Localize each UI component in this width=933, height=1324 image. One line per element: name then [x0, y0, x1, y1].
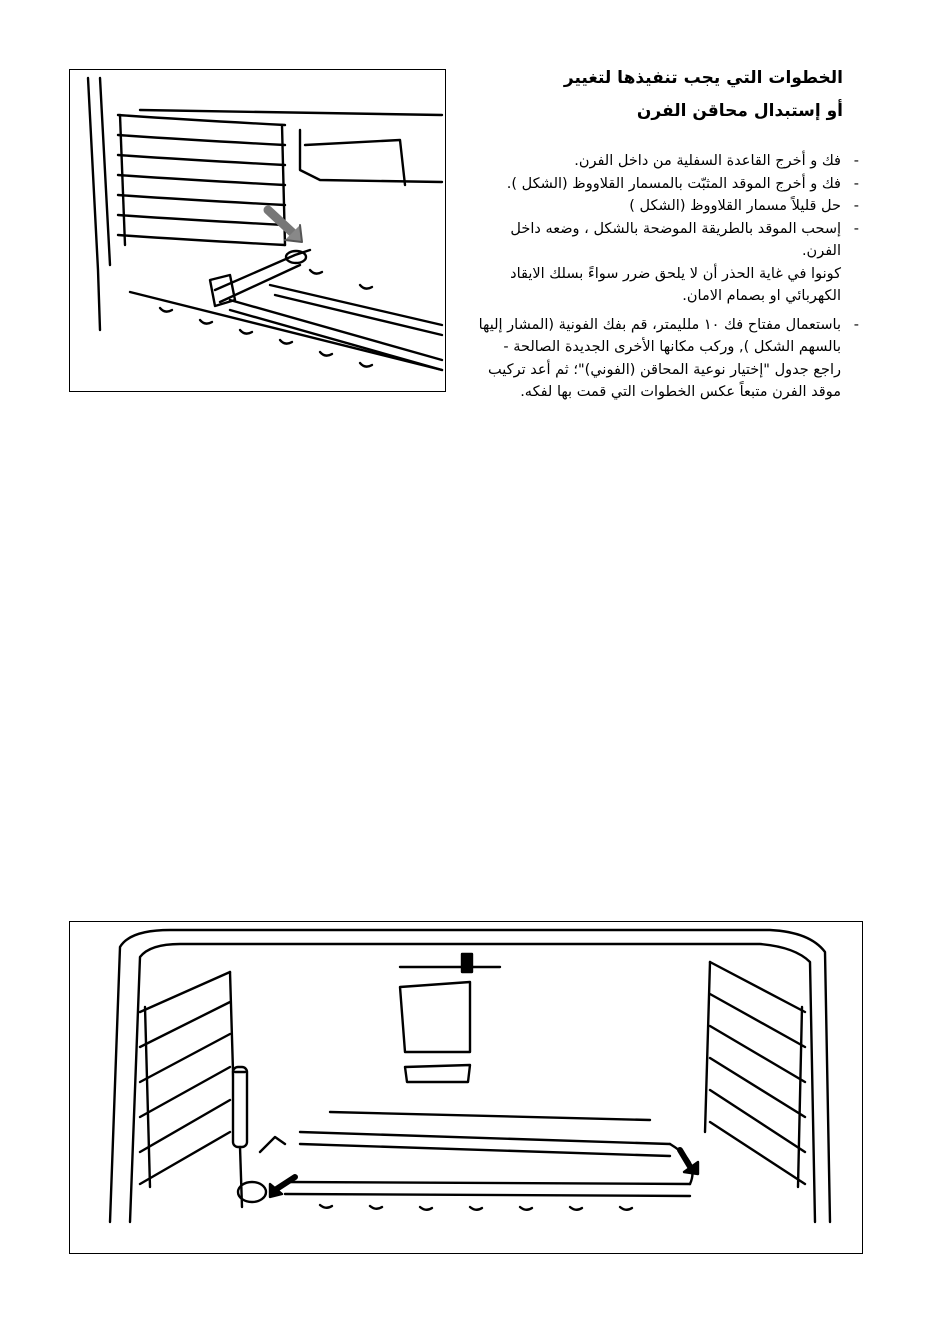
step-5 [478, 314, 863, 404]
step-text: فك و أخرج القاعدة السفلية من داخل الفرن. [574, 153, 841, 169]
step-2 [478, 173, 863, 196]
oven-burner-removal-illustration [69, 69, 446, 392]
step-bullet: - [853, 175, 859, 192]
step-3 [478, 195, 863, 218]
step-1 [478, 150, 863, 173]
step-bullet: - [853, 220, 859, 237]
oven-interior-drawing [70, 70, 445, 391]
step-text: إسحب الموقد بالطريقة الموضحة بالشكل ، وضعه داخل الفرن. [510, 220, 841, 259]
step-text: حل قليلاً مسمار القلاووظ (الشكل ) [629, 198, 841, 214]
instructions-heading-line-1: الخطوات التي يجب تنفيذها لتغيير [563, 68, 843, 88]
step-text: فك و أخرج الموقد المثبّت بالمسمار القلاووظ (الشكل ). [506, 175, 841, 192]
step-bullet: - [853, 198, 859, 214]
oven-front-view-drawing [70, 922, 862, 1253]
step-text: باستعمال مفتاح فك ١٠ ملليمتر، قم بفك الفونية (المشار إليها بالسهم الشكل ), وركب مكانها الأخرى الجديدة الصالحة - راجع جدول "إختيار نوعية المحاقن (الفوني)"؛ ثم أعد تركيب موقد الفرن متبعاً عكس الخطوات التي قمت بها لفكه. [478, 316, 841, 400]
step-4 [478, 218, 863, 263]
instruction-steps [478, 150, 863, 404]
injector-replacement-illustration [69, 921, 863, 1254]
caution-note: كونوا في غاية الحذر أن لا يلحق ضرر سواءً بسلك الايقاد الكهربائي او بصمام الامان. [510, 265, 841, 304]
instructions-heading-line-2: أو إستبدال محاقن الفرن [636, 101, 843, 121]
step-bullet: - [853, 316, 859, 333]
step-bullet: - [853, 153, 859, 169]
